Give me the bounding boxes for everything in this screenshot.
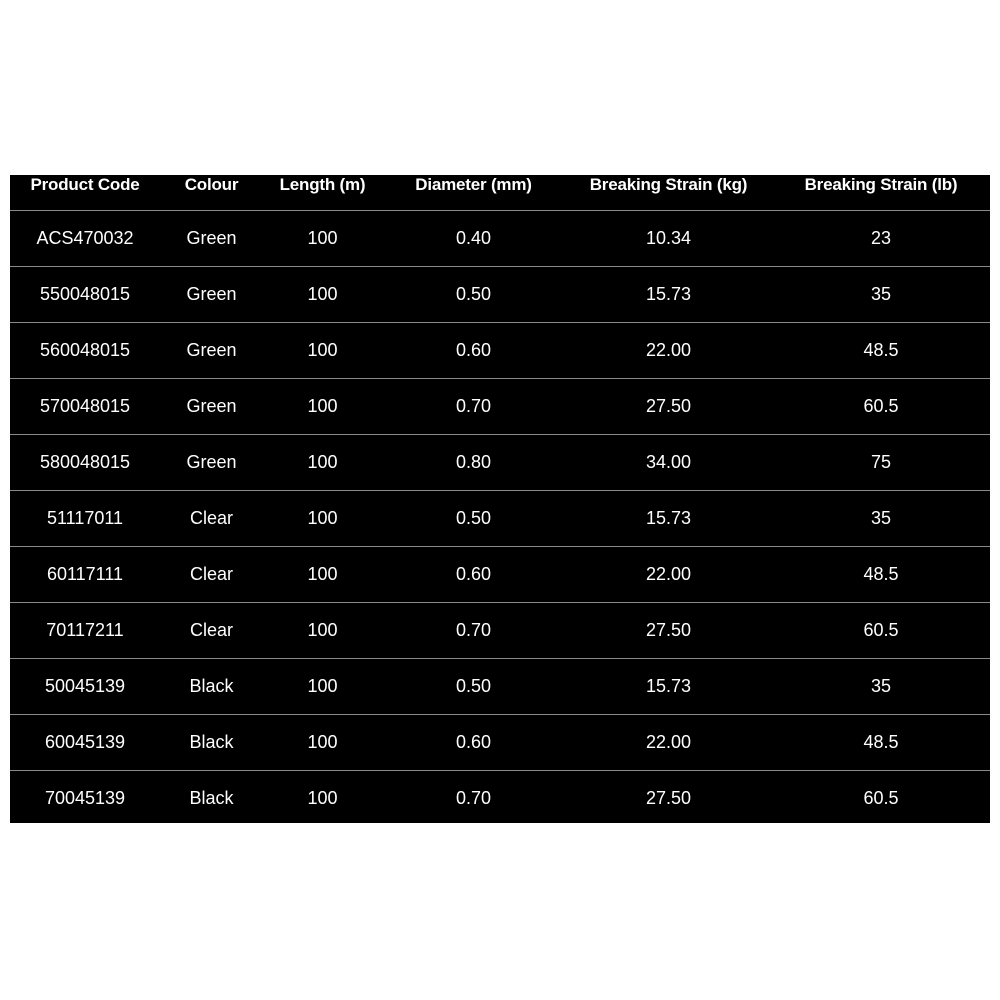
breaking-strain-kg-cell: 22.00 [565, 715, 772, 771]
table-row [10, 491, 990, 547]
table-header [10, 175, 990, 211]
table-row [10, 267, 990, 323]
breaking-strain-kg-cell: 10.34 [565, 211, 772, 267]
product-code-cell: ACS470032 [10, 211, 160, 267]
diameter-cell: 0.70 [455, 788, 492, 808]
breaking-strain-lb-cell: 48.5 [772, 547, 990, 603]
colour-cell: Clear [160, 491, 263, 547]
breaking-strain-kg-cell: 22.00 [565, 323, 772, 379]
breaking-strain-lb-cell: 23 [772, 211, 990, 267]
product-code-cell: 580048015 [10, 435, 160, 491]
column-header-colour: Colour [160, 175, 263, 211]
diameter-cell: 0.70 [382, 379, 565, 435]
length-cell: 100 [263, 379, 382, 435]
length-cell: 100 [263, 547, 382, 603]
colour-cell: Green [160, 323, 263, 379]
breaking-strain-lb-cell: 75 [772, 435, 990, 491]
table-row [10, 771, 990, 827]
breaking-strain-kg-cell: 27.50 [565, 379, 772, 435]
table-row [10, 603, 990, 659]
breaking-strain-lb-cell: 35 [772, 659, 990, 715]
table-row [10, 323, 990, 379]
diameter-cell: 0.50 [382, 659, 565, 715]
column-header-breaking-strain-kg: Breaking Strain (kg) [565, 175, 772, 211]
breaking-strain-lb-cell: 48.5 [772, 323, 990, 379]
length-cell: 100 [263, 715, 382, 771]
breaking-strain-kg-cell: 15.73 [565, 491, 772, 547]
diameter-cell: 0.70 [382, 603, 565, 659]
colour-cell: Clear [160, 603, 263, 659]
breaking-strain-lb-cell: 60.5 [863, 788, 899, 808]
length-cell: 100 [263, 267, 382, 323]
product-code-cell: 70045139 [44, 788, 126, 808]
colour-cell: Green [160, 379, 263, 435]
product-code-cell: 70117211 [10, 603, 160, 659]
product-code-cell: 51117011 [10, 491, 160, 547]
table-row [10, 211, 990, 267]
breaking-strain-kg-cell: 27.50 [565, 603, 772, 659]
table-row [10, 379, 990, 435]
breaking-strain-lb-cell: 48.5 [772, 715, 990, 771]
breaking-strain-kg-cell: 27.50 [645, 788, 692, 808]
table-row [10, 435, 990, 491]
table-row [10, 659, 990, 715]
colour-cell: Black [160, 715, 263, 771]
header-row [10, 175, 990, 211]
product-code-cell: 570048015 [10, 379, 160, 435]
breaking-strain-lb-cell: 35 [772, 491, 990, 547]
breaking-strain-lb-cell: 35 [772, 267, 990, 323]
colour-cell: Green [160, 211, 263, 267]
colour-cell: Clear [160, 547, 263, 603]
diameter-cell: 0.60 [382, 715, 565, 771]
column-header-diameter: Diameter (mm) [382, 175, 565, 211]
length-cell: 100 [263, 211, 382, 267]
product-spec-table [10, 175, 990, 826]
breaking-strain-kg-cell: 15.73 [565, 267, 772, 323]
breaking-strain-kg-cell: 34.00 [565, 435, 772, 491]
product-code-cell: 60045139 [10, 715, 160, 771]
diameter-cell: 0.50 [382, 267, 565, 323]
length-cell: 100 [263, 491, 382, 547]
column-header-breaking-strain-lb: Breaking Strain (lb) [772, 175, 990, 211]
colour-cell: Green [160, 267, 263, 323]
product-code-cell: 60117111 [10, 547, 160, 603]
breaking-strain-kg-cell: 22.00 [565, 547, 772, 603]
diameter-cell: 0.50 [382, 491, 565, 547]
length-cell: 100 [263, 603, 382, 659]
diameter-cell: 0.40 [382, 211, 565, 267]
length-cell: 100 [307, 788, 338, 808]
length-cell: 100 [263, 659, 382, 715]
colour-cell: Green [160, 435, 263, 491]
product-code-cell: 50045139 [10, 659, 160, 715]
colour-cell: Black [160, 659, 263, 715]
table-body [10, 211, 990, 827]
product-code-cell: 550048015 [10, 267, 160, 323]
diameter-cell: 0.60 [382, 547, 565, 603]
length-cell: 100 [263, 323, 382, 379]
diameter-cell: 0.80 [382, 435, 565, 491]
table-row [10, 715, 990, 771]
product-code-cell: 560048015 [10, 323, 160, 379]
column-header-length: Length (m) [263, 175, 382, 211]
column-header-product-code: Product Code [10, 175, 160, 211]
length-cell: 100 [263, 435, 382, 491]
breaking-strain-kg-cell: 15.73 [565, 659, 772, 715]
table-row [10, 547, 990, 603]
breaking-strain-lb-cell: 60.5 [772, 603, 990, 659]
breaking-strain-lb-cell: 60.5 [772, 379, 990, 435]
spec-table-container [10, 175, 990, 823]
colour-cell: Black [189, 788, 234, 808]
diameter-cell: 0.60 [382, 323, 565, 379]
